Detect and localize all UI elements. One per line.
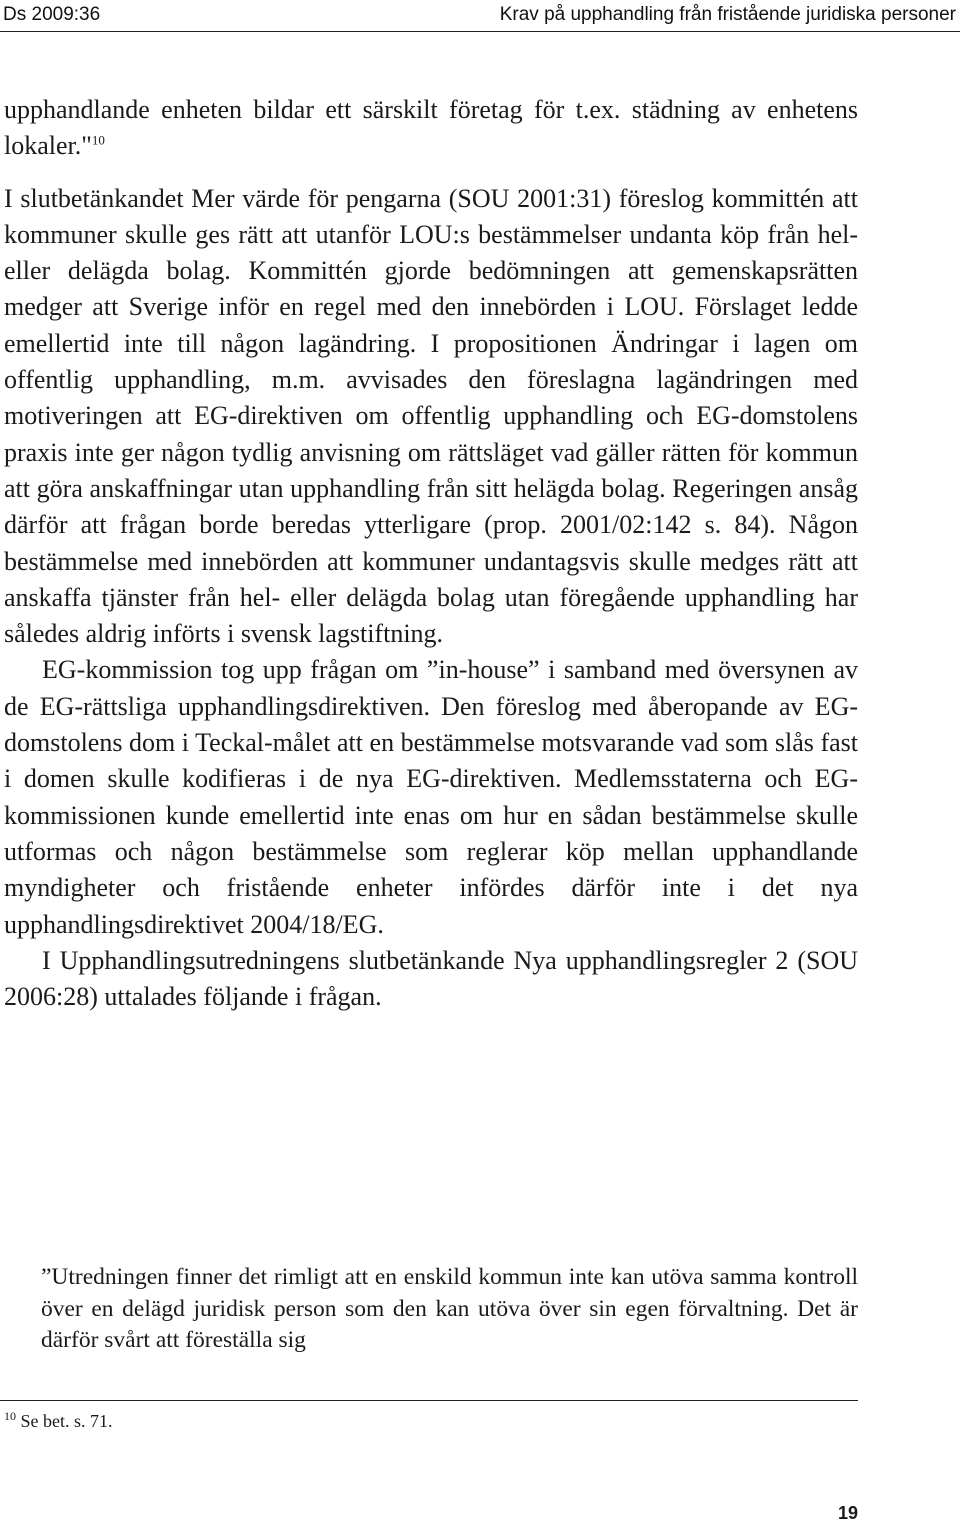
quote-text: ”Utredningen finner det rimligt att en enskild kommun inte kan utöva samma kontroll över en delägd juridisk person som den kan utöva över sin egen förvaltning. Det är därför svårt att föreställa sig	[41, 1264, 858, 1353]
page-number: 19	[837, 1503, 858, 1523]
paragraph-upphandlingsutredningen: I Upphandlingsutredningens slutbetänkande Nya upphandlingsregler 2 (SOU 2006:28) uttalades följande i frågan.	[4, 945, 858, 1012]
document-id: Ds 2009:36	[3, 4, 101, 25]
paragraph-eg-kommission: EG-kommission tog upp frågan om ”in-house” i samband med översynen av de EG-rättsliga upphandlingsdirektiven. Den föreslog med åberopande av EG-domstolens dom i Teckal-målet att en bestämmelse motsvarande vad som slås fast i domen skulle kodifieras i de nya EG-direktiven. Medlemsstaterna och EG-kommissionen kunde emellertid inte enas om hur en sådan bestämmelse skulle utformas och någon bestämmelse som reglerar köp mellan upphandlande myndigheter och fristående enheter infördes därför inte i det nya upphandlingsdirektivet 2004/18/EG.	[4, 655, 858, 939]
footnote-rule	[0, 1400, 858, 1401]
footnote-number: 10	[4, 1409, 16, 1423]
header-rule	[0, 31, 960, 32]
footnote-ref: 10	[91, 132, 105, 148]
main-text	[4, 92, 858, 1015]
block-quote	[41, 1262, 858, 1357]
paragraph-slutbetankandet: I slutbetänkandet Mer värde för pengarna (SOU 2001:31) föreslog kommittén att kommuner skulle ges rätt att utanför LOU:s bestämmelser undanta köp från hel- eller delägda bolag. Kommittén gjorde bedömningen att gemenskapsrätten medger att Sverige inför en regel med den innebörden i LOU. Förslaget ledde emellertid inte till någon lagändring. I propositionen Ändringar i lagen om offentlig upphandling, m.m. avvisades den föreslagna lagändringen med motiveringen att EG-direktiven om offentlig upphandling och EG-domstolens praxis inte ger någon tydlig anvisning om rättsläget vad gäller rätten för kommun att göra anskaffningar utan upphandling från sitt helägda bolag. Regeringen ansåg därför att frågan borde beredas ytterligare (prop. 2001/02:142 s. 84). Någon bestämmelse med innebörden att kommuner undantagsvis skulle medges rätt att anskaffa tjänster från hel- eller delägda bolag utan föregående upphandling har således aldrig införts i svensk lagstiftning.	[4, 183, 858, 649]
chapter-title: Krav på upphandling från fristående juridiska personer	[499, 4, 956, 25]
paragraph-gap	[4, 165, 858, 181]
paragraph-continued	[4, 92, 858, 165]
paragraph-continued-text: upphandlande enheten bildar ett särskilt företag för t.ex. städning av enhetens lokaler."	[4, 95, 858, 161]
footnote-text: Se bet. s. 71.	[16, 1411, 113, 1431]
running-header	[0, 0, 960, 30]
footnote	[4, 1409, 113, 1433]
